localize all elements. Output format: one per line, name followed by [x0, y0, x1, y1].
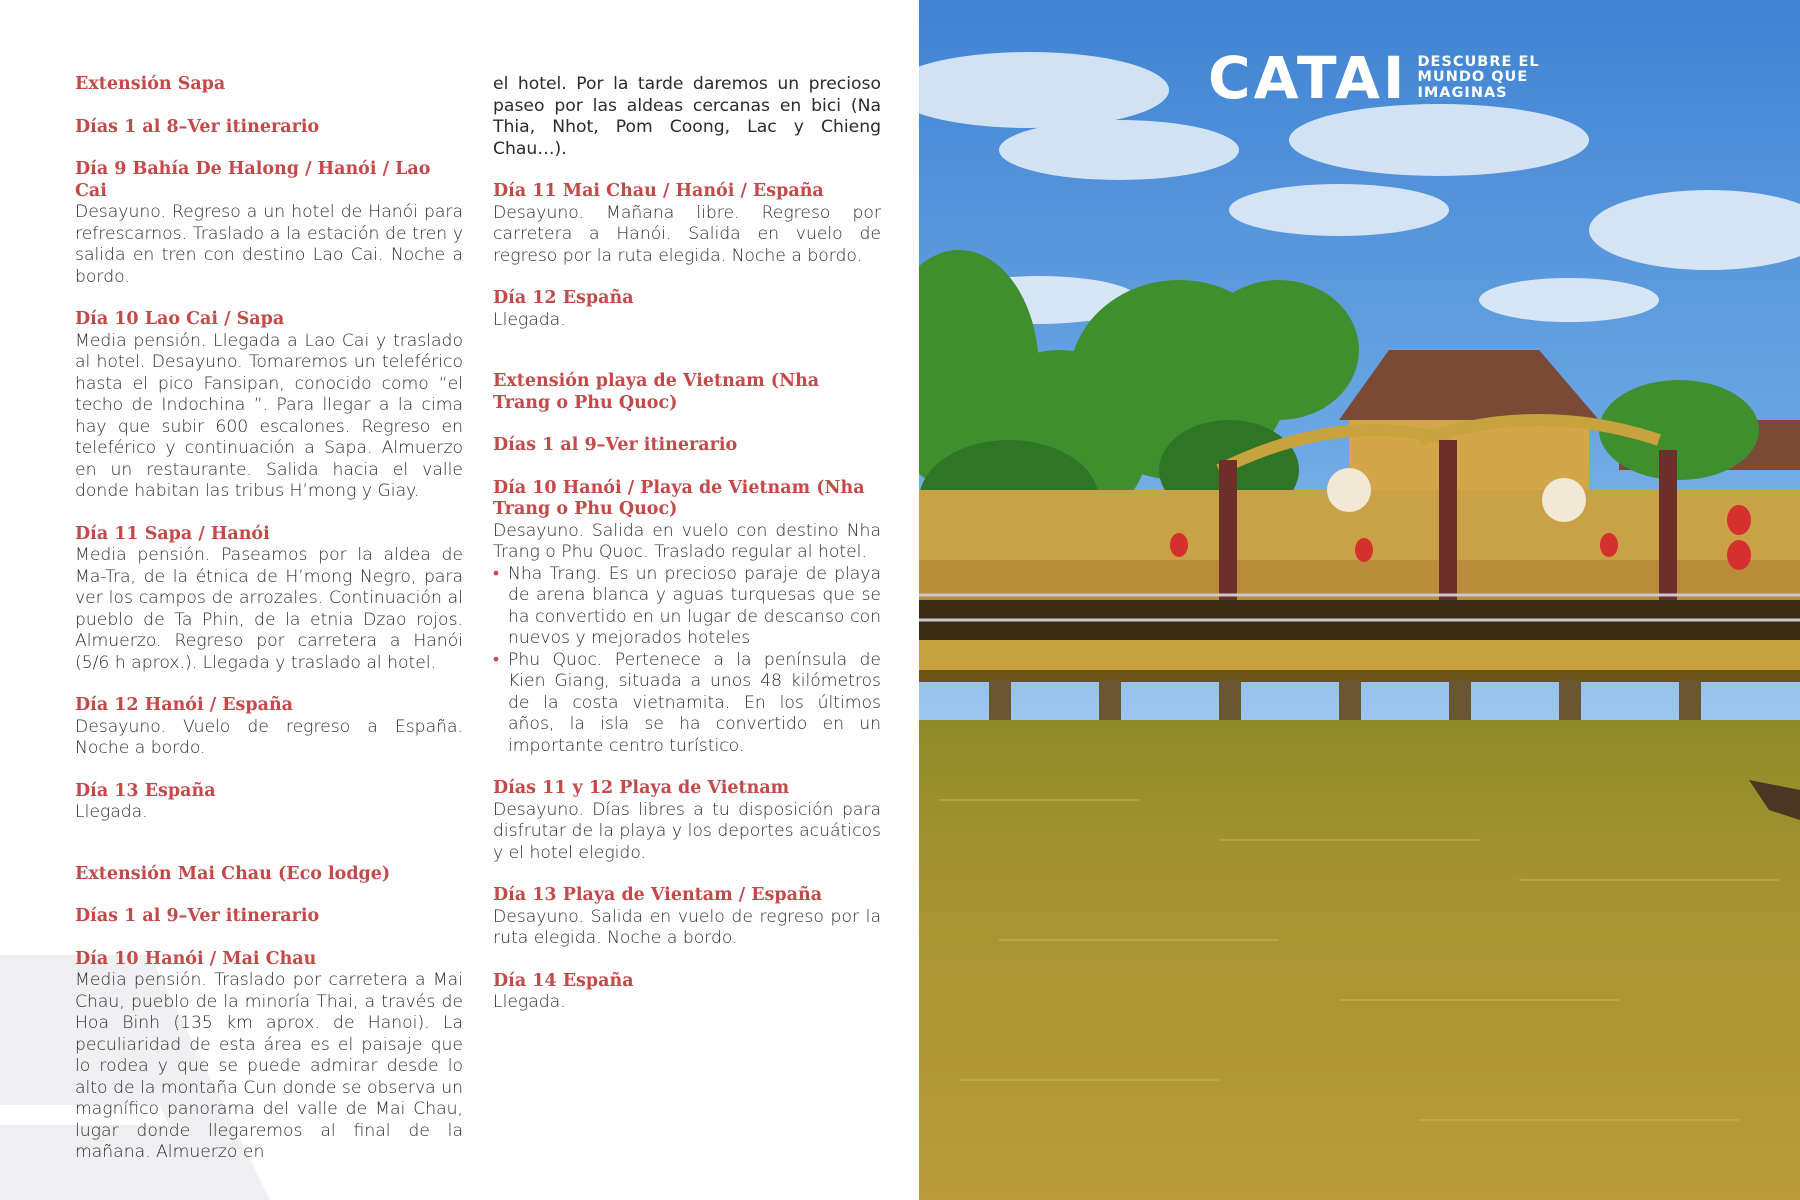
day-block [493, 181, 881, 267]
days-reference-sapa: Días 1 al 8–Ver itinerario [75, 116, 320, 137]
day-description: Desayuno. Salida en vuelo con destino Nha Trang o Phu Quoc. Traslado regular al hotel. [493, 520, 881, 562]
day-description: Llegada. [75, 802, 148, 822]
day-title: Día 12 España [493, 288, 634, 308]
day-block [75, 949, 463, 1164]
day-block [493, 885, 881, 950]
day-title: Día 13 Playa de Vientam / España [493, 885, 823, 905]
tagline-line: IMAGINAS [1417, 84, 1508, 101]
day-title: Día 13 España [75, 780, 216, 801]
section-title-beach: Extensión playa de Vietnam (Nha Trang o Phu Quoc) [493, 371, 820, 413]
photo-page [919, 0, 1800, 1200]
day-title: Día 14 España [493, 970, 634, 991]
days-reference-beach: Días 1 al 9–Ver itinerario [493, 435, 738, 455]
day-block [75, 781, 463, 824]
day-block [75, 159, 463, 288]
day-description: Llegada. [493, 992, 566, 1012]
day-description: Media pensión. Traslado por carretera a Mai Chau, pueblo de la minoría Thai, a través de Hoa Binh (135 km aprox. de Hanoi). La peculiaridad de esta área es el paisaje que lo rodea y que se puede admirar desde lo alto de la montaña Cun donde se observa un magnífico panorama del valle de Mai Chau, lugar donde llegaremos al final de la mañana. Almuerzo en [75, 970, 463, 1162]
brand-logo [1208, 46, 1547, 110]
day-block [493, 288, 881, 331]
continued-text [493, 74, 881, 160]
section-title-mai-chau: Extensión Mai Chau (Eco lodge) [75, 863, 391, 884]
day-description: Desayuno. Vuelo de regreso a España. Noche a bordo. [75, 716, 463, 758]
day-block [75, 695, 463, 760]
day-block [493, 478, 881, 758]
days-reference-mai-chau: Días 1 al 9–Ver itinerario [75, 906, 320, 926]
brand-name: CATAI [1208, 44, 1408, 112]
day-description: Media pensión. Paseamos por la aldea de Ma-Tra, de la étnica de H’mong Negro, para ver los campos de arrozales. Continuación al pueblo de Ta Phin, de la etnia Dzao rojos. Almuerzo. Regreso por carretera a Hanói (5/6 h aprox.). Llegada y traslado al hotel. [75, 545, 463, 673]
section-title-sapa: Extensión Sapa [75, 74, 226, 94]
day-block [75, 524, 463, 675]
day-description: Desayuno. Días libres a tu disposición para disfrutar de la playa y los deportes acuáticos y el hotel elegido. [493, 799, 881, 863]
day-title: Día 9 Bahía De Halong / Hanói / Lao Cai [75, 159, 431, 201]
day-title: Día 10 Hanói / Mai Chau [75, 948, 317, 969]
list-item: • Phu Quoc. Pertenece a la península de Kien Giang, situada a unos 48 kilómetros de la costa vietnamita. En los últimos años, la isla se ha convertido en un importante centro turístico. [493, 650, 881, 758]
day-description: Llegada. [493, 309, 566, 330]
tagline-line: DESCUBRE EL [1417, 53, 1540, 70]
day-title: Día 12 Hanói / España [75, 695, 294, 715]
day-block [493, 778, 881, 864]
day-description: Desayuno. Mañana libre. Regreso por carretera a Hanói. Salida en vuelo de regreso por la ruta elegida. Noche a bordo. [493, 202, 881, 266]
brand-tagline [1417, 55, 1547, 102]
day-block [75, 309, 463, 503]
day-title: Día 10 Lao Cai / Sapa [75, 309, 285, 329]
text-column-2 [493, 74, 881, 1035]
text-column-1 [75, 74, 463, 1185]
bullet-list [493, 564, 881, 758]
day-description: Media pensión. Llegada a Lao Cai y traslado al hotel. Desayuno. Tomaremos un teleférico hasta el pico Fansipan, conocido como “el techo de Indochina ”. Para llegar a la cima hay que subir 600 escalones. Regreso en teleférico y continuación a Sapa. Almuerzo en un restaurante. Salida hacia el valle donde habitan las tribus H’mong y Giay. [75, 330, 463, 501]
tagline-line: MUNDO QUE [1417, 69, 1529, 86]
day-title: Día 11 Sapa / Hanói [75, 523, 270, 544]
hoi-an-bridge-photo [919, 0, 1800, 1200]
day-description: Desayuno. Salida en vuelo de regreso por la ruta elegida. Noche a bordo. [493, 906, 881, 948]
list-item: • Nha Trang. Es un precioso paraje de playa de arena blanca y aguas turquesas que se ha convertido en un lugar de descanso con nuevos y mejorados hoteles [493, 564, 881, 650]
day-block [493, 971, 881, 1014]
day-description-continued: el hotel. Por la tarde daremos un precioso paseo por las aldeas cercanas en bici (Na Thia, Nhot, Pom Coong, Lac y Chieng Chau…). [493, 74, 881, 159]
day-title: Día 10 Hanói / Playa de Vietnam (Nha Trang o Phu Quoc) [493, 477, 865, 519]
day-description: Desayuno. Regreso a un hotel de Hanói para refrescarnos. Traslado a la estación de tren y salida en tren con destino Lao Cai. Noche a bordo. [75, 202, 463, 287]
day-title: Día 11 Mai Chau / Hanói / España [493, 181, 824, 201]
day-title: Días 11 y 12 Playa de Vietnam [493, 778, 790, 798]
